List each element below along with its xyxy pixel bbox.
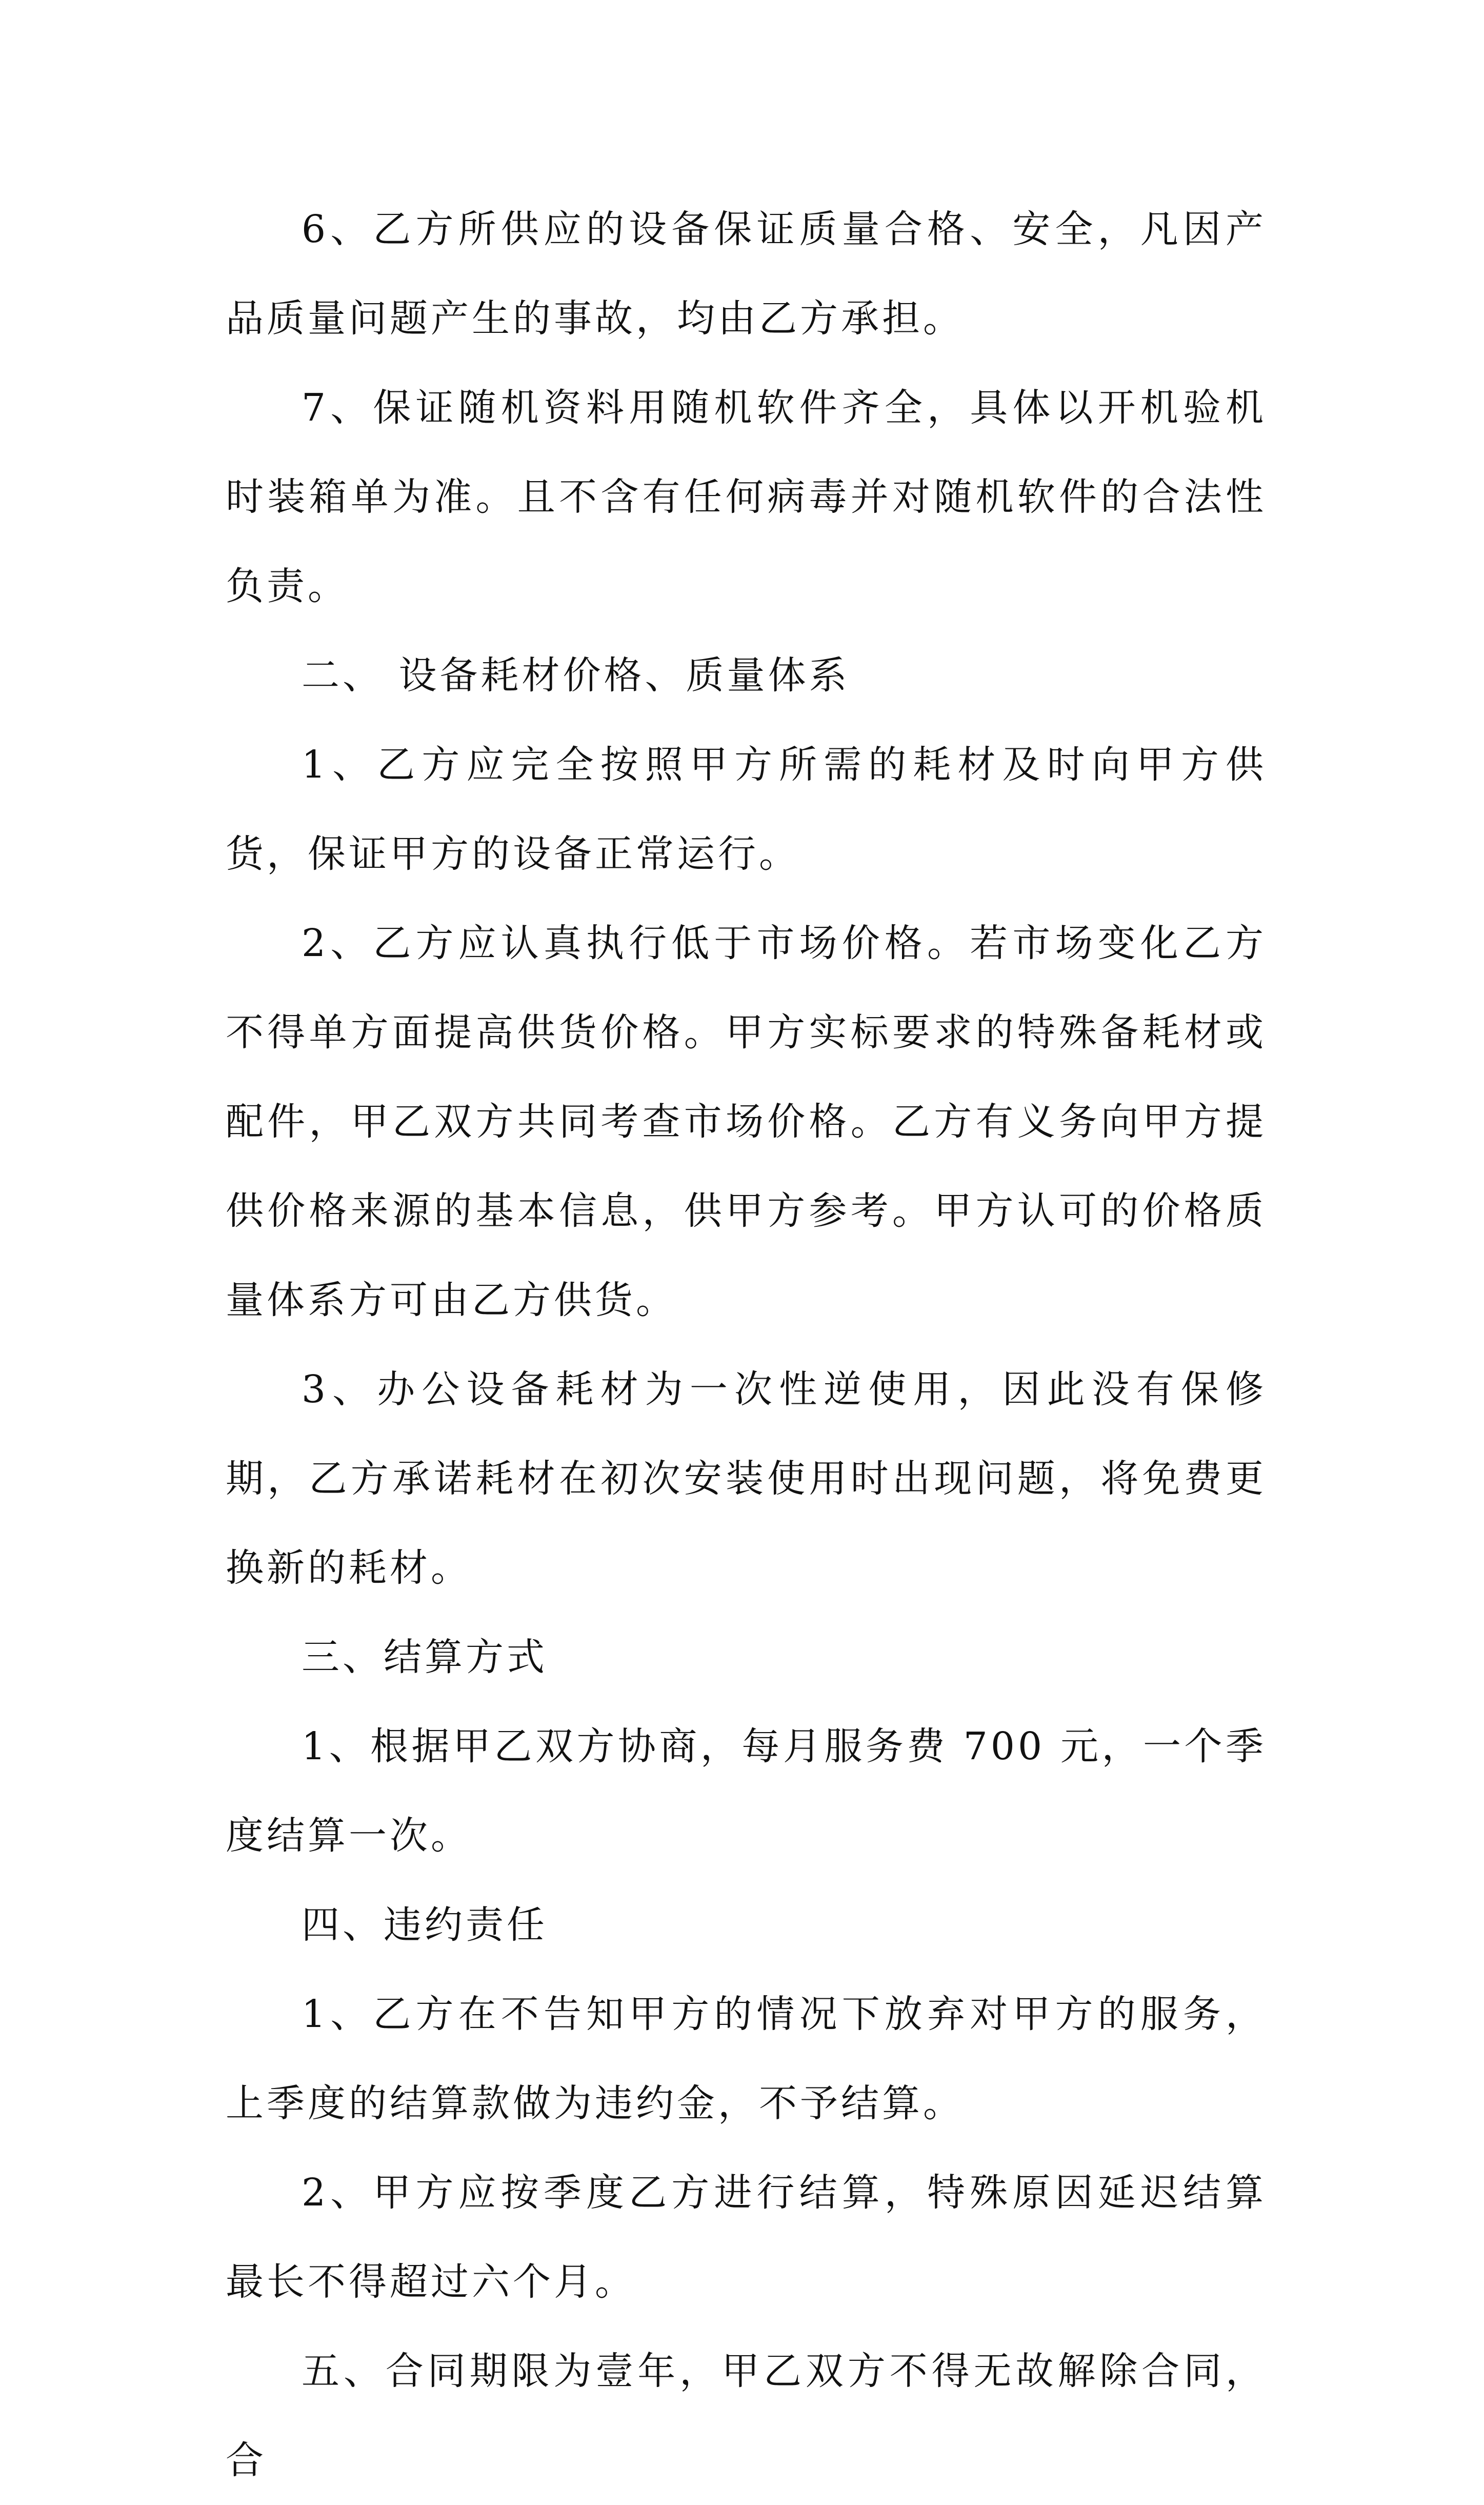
section-4-clause-1: 1、乙方在不告知甲方的情况下放弃对甲方的服务，上季度的结算款做为违约金，不予结算。 (226, 1992, 1267, 2125)
section-heading-5: 五、合同期限为壹年，甲乙双方不得无故解除合同，合 (226, 2349, 1267, 2482)
section-heading-3: 三、结算方式 (302, 1635, 548, 1679)
section-heading-4: 四、违约责任 (302, 1903, 548, 1947)
section-heading-2: 二、 设备耗材价格、质量体系 (302, 653, 850, 698)
section-2-clause-1: 1、乙方应完全按照甲方所需的耗材及时向甲方供货，保证甲方的设备正常运行。 (226, 743, 1267, 876)
section-2-clause-3: 3、办公设备耗材为一次性逆使用，因此没有保修期，乙方承诺耗材在初次安装使用时出现问题，将免费更换新的耗材。 (226, 1367, 1267, 1590)
section-3-clause-1: 1、根据甲乙双方协商，每月服务费 700 元，一个季度结算一次。 (226, 1724, 1267, 1858)
clause-6: 6、乙方所供应的设备保证质量合格、安全，凡因产品质量问题产生的事故，均由乙方承担。 (226, 207, 1267, 341)
section-4-clause-2: 2、甲方应按季度乙方进行结算，特殊原因延迟结算最长不得超过六个月。 (226, 2171, 1267, 2304)
section-2-clause-2: 2、乙方应认真执行低于市场价格。若市场变化乙方不得单方面提高供货价格。甲方实标要求的特殊备耗材或配件，甲乙双方共同考查市场价格。乙方有义务向甲方提供价格来源的基本信息，供甲方参考。甲方认可的价格质量体系方可由乙方供货。 (226, 921, 1267, 1322)
document-body (226, 185, 1267, 2505)
clause-7: 7、保证随机资料用随机软件齐全，具体以开机验机时装箱单为准。且不含有任何病毒并对随机软件的合法性负责。 (226, 386, 1267, 608)
